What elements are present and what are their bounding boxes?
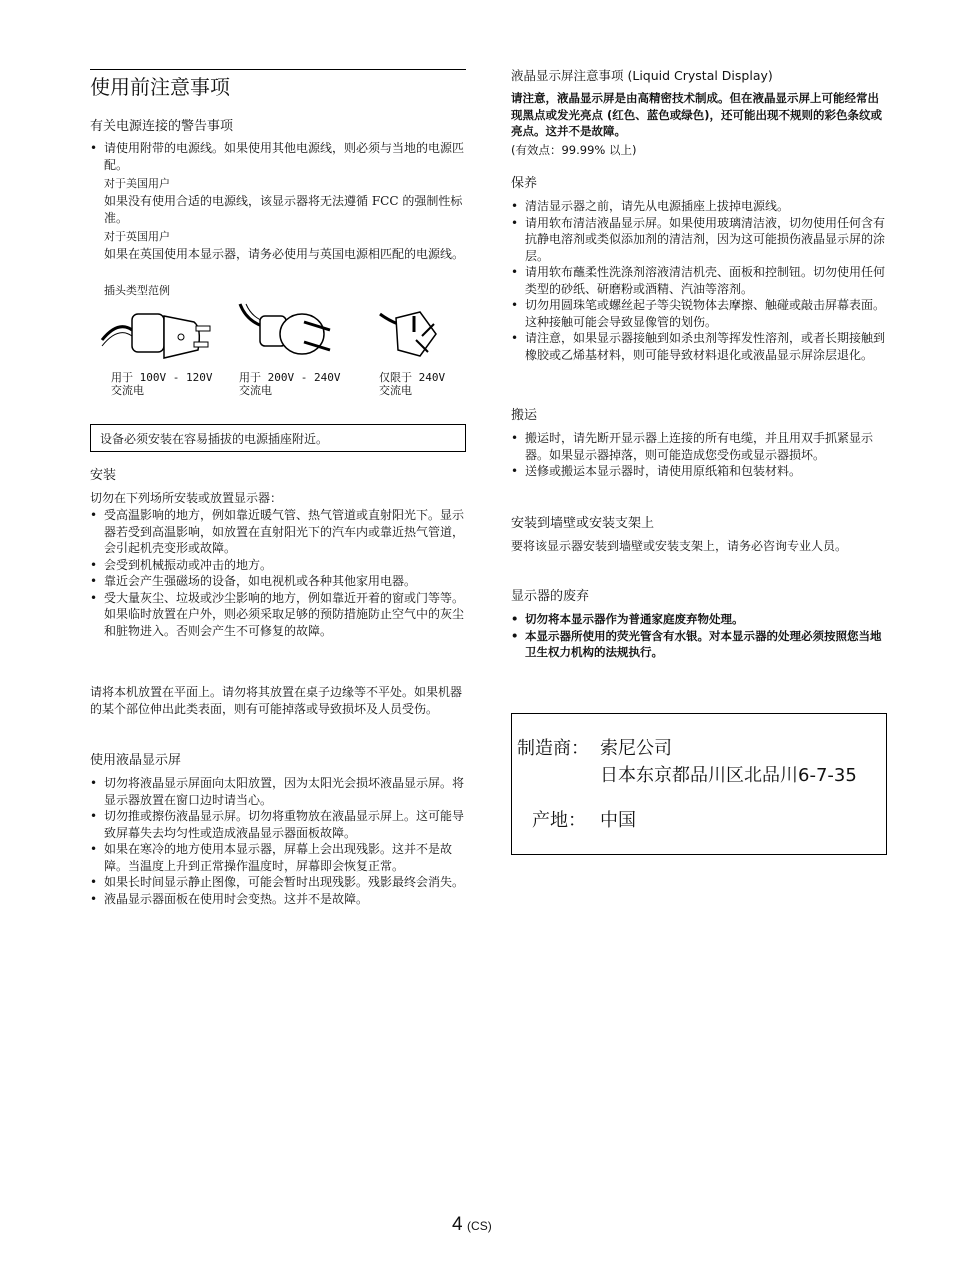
list-item: • 请使用附带的电源线。如果使用其他电源线，则必须与当地的电源匹配。 — [90, 140, 466, 173]
lcd-note-heading: 液晶显示屏注意事项 (Liquid Crystal Display) — [511, 68, 773, 83]
list-item: • 切勿推或擦伤液晶显示屏。切勿将重物放在液晶显示屏上。这可能导致屏幕失去均匀性或造成液晶显示器面板故障。 — [90, 808, 466, 841]
eu-plug-icon — [232, 300, 342, 370]
maintenance-list — [511, 198, 887, 363]
plug1-caption — [111, 371, 212, 397]
disposal-list — [511, 611, 887, 661]
list-item: • 靠近会产生强磁场的设备，如电视机或各种其他家用电器。 — [90, 573, 466, 590]
lcd-use-list — [90, 775, 466, 907]
page-number-value: 4 — [452, 1214, 463, 1235]
list-item: • 搬运时，请先断开显示器上连接的所有电缆，并且用双手抓紧显示器。如果显示器掉落，则可能造成您受伤或显示器损坏。 — [511, 430, 887, 463]
outlet-note-text: 设备必须安装在容易插拔的电源插座附近。 — [100, 432, 329, 446]
manufacturer-box — [511, 713, 887, 855]
disposal-heading: 显示器的废弃 — [511, 589, 590, 604]
lcd-note-effective: (有效点：99.99% 以上) — [511, 143, 637, 157]
list-item: • 液晶显示器面板在使用时会变热。这并不是故障。 — [90, 891, 466, 908]
mounting-heading: 安装到墙壁或安装支架上 — [511, 516, 655, 531]
plug-types-label: 插头类型范例 — [104, 284, 170, 297]
install-list — [90, 507, 466, 639]
list-item: • 请用软布清洁液晶显示屏。如果使用玻璃清洁液，切勿使用任何含有抗静电溶剂或类似添加剂的清洁剂，因为这可能损伤液晶显示屏的涂层。 — [511, 215, 887, 265]
lcd-use-heading: 使用液晶显示屏 — [90, 753, 182, 768]
uk-users-text: 如果在英国使用本显示器，请务必使用与英国电源相匹配的电源线。 — [104, 247, 465, 261]
list-item: • 受高温影响的地方，例如靠近暖气管、热气管道或直射阳光下。显示器若受到高温影响，如放置在直射阳光下的汽车内或靠近热气管道，会引起机壳变形或故障。 — [90, 507, 466, 557]
maker-address: 日本东京都品川区北品川6-7-35 — [600, 765, 857, 786]
us-users-text: 如果没有使用合适的电源线，该显示器将无法遵循 FCC 的强制性标准。 — [104, 194, 463, 225]
plug2-caption — [239, 371, 340, 397]
install-intro: 切勿在下列场所安装或放置显示器： — [90, 491, 283, 505]
power-list — [90, 140, 466, 173]
page-number — [452, 1214, 492, 1236]
lcd-note-text: 请注意，液晶显示屏是由高精密技术制成。但在液晶显示屏上可能经常出现黑点或发光亮点 (红色、蓝色或绿色)，还可能出现不规则的彩色条纹或亮点。这并不是故障。 — [511, 91, 883, 138]
list-item: • 如果在寒冷的地方使用本显示器，屏幕上会出现残影。这并不是故障。当温度上升到正常操作温度时，屏幕即会恢复正常。 — [90, 841, 466, 874]
maker-company: 索尼公司 — [600, 738, 672, 759]
origin-value: 中国 — [600, 810, 636, 831]
caption-line: 交流电 — [111, 384, 144, 397]
page-title: 使用前注意事项 — [90, 75, 230, 99]
install-outro: 请将本机放置在平面上。请勿将其放置在桌子边缘等不平处。如果机器的某个部位伸出此类表面，则有可能掉落或导致损坏及人员受伤。 — [90, 685, 463, 716]
list-item: • 如果长时间显示静止图像，可能会暂时出现残影。残影最终会消失。 — [90, 874, 466, 891]
origin-label: 产地： — [532, 810, 586, 831]
outlet-note-box — [90, 424, 466, 452]
list-item: • 切勿用圆珠笔或螺丝起子等尖锐物体去摩擦、触碰或敲击屏幕表面。这种接触可能会导致显像管的划伤。 — [511, 297, 887, 330]
list-item: • 清洁显示器之前，请先从电源插座上拔掉电源线。 — [511, 198, 887, 215]
caption-line: 交流电 — [239, 384, 272, 397]
us-plug-icon — [98, 300, 218, 370]
mounting-text: 要将该显示器安装到墙壁或安装支架上，请务必咨询专业人员。 — [511, 539, 848, 553]
maintenance-heading: 保养 — [511, 176, 538, 191]
install-heading: 安装 — [90, 468, 117, 483]
power-heading: 有关电源连接的警告事项 — [90, 119, 234, 134]
list-item: • 请用软布蘸柔性洗涤剂溶液清洁机壳、面板和控制钮。切勿使用任何类型的砂纸、研磨粉或酒精、汽油等溶剂。 — [511, 264, 887, 297]
transport-heading: 搬运 — [511, 408, 538, 423]
list-item: • 本显示器所使用的荧光管含有水银。对本显示器的处理必须按照您当地卫生权力机构的法规执行。 — [511, 628, 887, 661]
list-item: • 会受到机械振动或冲击的地方。 — [90, 557, 466, 574]
plug3-caption — [379, 371, 445, 397]
list-item: • 请注意，如果显示器接触到如杀虫剂等挥发性溶剂，或者长期接触到橡胶或乙烯基材料，则可能导致材料退化或液晶显示屏涂层退化。 — [511, 330, 887, 363]
caption-line: 交流电 — [379, 384, 412, 397]
list-item: • 送修或搬运本显示器时，请使用原纸箱和包装材料。 — [511, 463, 887, 480]
list-item: • 切勿将液晶显示屏面向太阳放置，因为太阳光会损坏液晶显示屏。将显示器放置在窗口边时请当心。 — [90, 775, 466, 808]
list-item: • 受大量灰尘、垃圾或沙尘影响的地方，例如靠近开着的窗或门等等。如果临时放置在户外，则必须采取足够的预防措施防止空气中的灰尘和脏物进入。否则会产生不可修复的故障。 — [90, 590, 466, 640]
us-users-label: 对于美国用户 — [104, 177, 170, 190]
transport-list — [511, 430, 887, 480]
page-number-suffix: (CS) — [467, 1219, 492, 1233]
uk-users-label: 对于英国用户 — [104, 230, 170, 243]
maker-label: 制造商： — [517, 738, 589, 759]
uk-plug-icon — [376, 304, 456, 368]
caption-line: 仅限于 240V — [379, 371, 446, 384]
title-rule — [90, 69, 466, 70]
caption-line: 用于 200V - 240V — [239, 371, 341, 384]
caption-line: 用于 100V - 120V — [111, 371, 213, 384]
list-item: • 切勿将本显示器作为普通家庭废弃物处理。 — [511, 611, 887, 628]
